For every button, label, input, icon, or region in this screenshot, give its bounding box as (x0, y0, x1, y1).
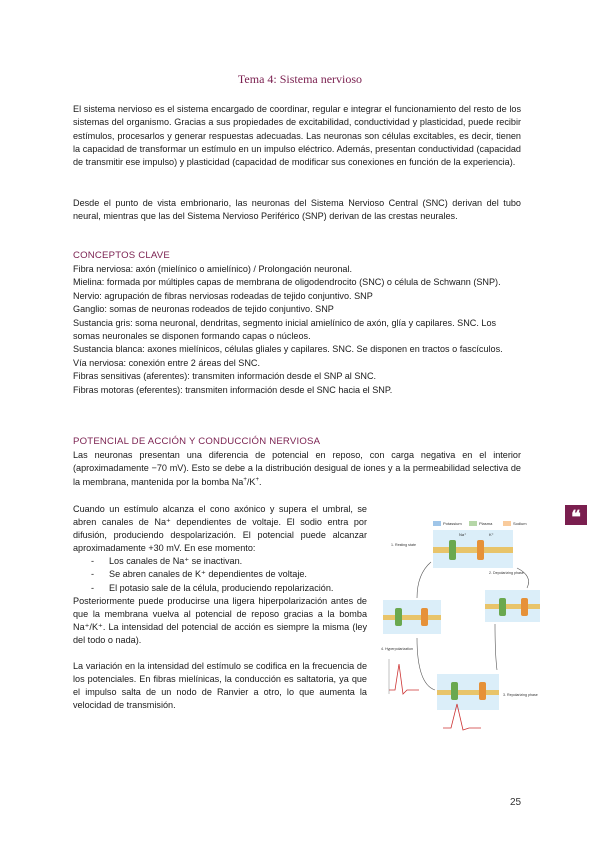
concept-item: Fibras sensitivas (aferentes): transmiten información desde el SNP al SNC. (73, 371, 377, 382)
intro-section-2 (73, 197, 521, 224)
potential-intro-text-b: /K (246, 476, 256, 487)
legend-label: Sodium (513, 521, 527, 526)
stimulus-paragraph: Cuando un estímulo alcanza el cono axónico y supera el umbral, se abren canales de Na⁺ dependientes de voltaje. El sodio entra por difusión, produciendo despolarización. El potencial puede alcanzar aproximadamente +30 mV. En ese momento: (73, 504, 367, 554)
figure-legend (433, 521, 527, 526)
potential-intro-text-a: Las neuronas presentan una diferencia de potencial en reposo, con carga negativa en el interior (aproximadamente −70 mV). Esto se debe a la distribución desigual de iones y a la permeabilidad selectiva de la membrana, mantenida por la bomba Na (73, 450, 521, 487)
page-number: 25 (510, 797, 522, 808)
step-label: 4. Hyperpolarization (381, 647, 413, 651)
concept-item: Mielina: formada por múltiples capas de membrana de oligodendrocito (SNC) o célula de Schwann (SNP). (73, 277, 501, 288)
hyperpolarization-paragraph: Posteriormente puede producirse una ligera hiperpolarización antes de que la membrana vuelva al potencial de reposo gracias a la bomba Na⁺/K⁺. La intensidad del potencial de acción es siempre la misma (ley del todo o nada). (73, 595, 367, 645)
ion-label: Na⁺ (459, 532, 467, 537)
legend-label: Plasma (479, 521, 493, 526)
concept-item: Vía nerviosa: conexión entre 2 áreas del SNC. (73, 357, 261, 368)
quote-tab-icon: ❝ (565, 505, 587, 525)
action-potential-figure (377, 514, 542, 732)
concept-item: Fibra nerviosa: axón (mielínico o amielínico) / Prolongación neuronal. (73, 264, 353, 274)
intro-paragraph-2: Desde el punto de vista embrionario, las neuronas del Sistema Nervioso Central (SNC) derivan del tubo neural, mientras que las del Sistema Nervioso Periférico (SNP) derivan de las crestas neurales. (73, 198, 521, 222)
intro-section (73, 103, 521, 169)
event-list-item: - Se abren canales de K⁺ dependientes de voltaje. (73, 568, 367, 581)
concepts-list (73, 263, 523, 397)
step-label: 3. Repolarizing phase (503, 693, 538, 697)
concept-item: Sustancia gris: soma neuronal, dendritas, segmento inicial amielínico de axón, glía y capilares. SNC. Los somas neuronales se disponen formando capas o núcleos. (73, 317, 497, 342)
potential-intro (73, 449, 521, 489)
potential-intro-paragraph (73, 449, 521, 489)
legend-swatch (469, 521, 477, 526)
step-label: 1. Resting state (391, 543, 416, 547)
superscript: + (243, 476, 247, 483)
legend-swatch (503, 521, 511, 526)
panel-hyperpolarization (381, 600, 441, 694)
ion-label: K⁺ (489, 532, 494, 537)
potential-intro-text-c: . (258, 476, 262, 487)
panel-depolarizing (485, 571, 540, 622)
saltatory-paragraph: La variación en la intensidad del estímulo se codifica en la frecuencia de los potenciales. En fibras mielínicas, la conducción es saltatoria, ya que el impulso salta de un nodo de Ranvier a otro, lo que aumenta la velocidad de transmisión. (73, 661, 367, 711)
potential-left-column (73, 503, 367, 712)
panel-repolarizing (437, 674, 538, 730)
panel-resting (391, 530, 513, 568)
intro-paragraph-1: El sistema nervioso es el sistema encargado de coordinar, regular e integrar el funcionamiento del resto de los sistemas del organismo. Gracias a sus propiedades de excitabilidad, conductividad y plasticidad, puede recibir estímulos, procesarlos y generar respuestas adecuadas. Las neuronas son células excitables, es decir, tienen la capacidad de transformar un estímulo en un impulso eléctrico. Además, presentan conductividad (capacidad de transmitir ese impulso) y plasticidad (capacidad de modificar sus conexiones en función de la experiencia). (73, 104, 521, 168)
concept-item: Nervio: agrupación de fibras nerviosas rodeadas de tejido conjuntivo. SNP (73, 290, 373, 301)
event-list-item: - Los canales de Na⁺ se inactivan. (73, 555, 367, 568)
concept-item: Sustancia blanca: axones mielínicos, células gliales y capilares. SNC. Se disponen en tractos o fascículos. (73, 344, 503, 355)
event-list-item: - El potasio sale de la célula, produciendo repolarización. (73, 582, 367, 595)
step-label: 2. Depolarizing phase (489, 571, 524, 575)
event-list (73, 555, 367, 594)
potential-heading: POTENCIAL DE ACCIÓN Y CONDUCCIÓN NERVIOSA (73, 436, 321, 447)
superscript: + (255, 476, 259, 483)
legend-label: Potassium (443, 521, 462, 526)
legend-swatch (433, 521, 441, 526)
concepts-heading: CONCEPTOS CLAVE (73, 250, 171, 261)
page-title: Tema 4: Sistema nervioso (237, 72, 363, 86)
concept-item: Ganglio: somas de neuronas rodeados de tejido conjuntivo. SNP (73, 304, 334, 315)
concept-item: Fibras motoras (eferentes): transmiten información desde el SNC hacia el SNP. (73, 384, 393, 395)
